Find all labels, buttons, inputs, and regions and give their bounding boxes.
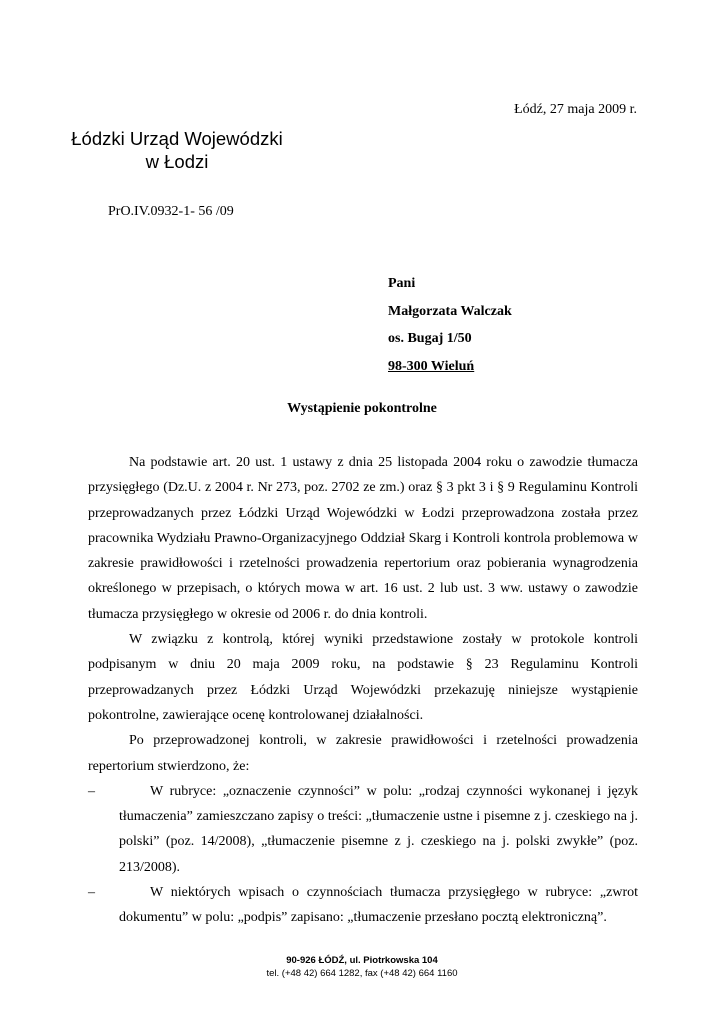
finding-item xyxy=(88,880,638,931)
finding-text: W niektórych wpisach o czynnościach tłumacza przysięgłego w rubryce: „zwrot dokumentu” w polu: „podpis” zapisano: „tłumaczenie przesłano pocztą elektroniczną”. xyxy=(119,885,638,926)
recipient-block xyxy=(388,270,512,380)
document-title: Wystąpienie pokontrolne xyxy=(287,401,437,416)
recipient-street: os. Bugaj 1/50 xyxy=(388,331,472,346)
letter-body xyxy=(88,450,638,931)
recipient-salutation: Pani xyxy=(388,276,416,291)
findings-list xyxy=(88,779,638,931)
footer-contact: tel. (+48 42) 664 1282, fax (+48 42) 664 1160 xyxy=(266,968,458,979)
office-name-line2: w Łodzi xyxy=(145,151,209,172)
office-name xyxy=(62,127,292,173)
letter-date: Łódź, 27 maja 2009 r. xyxy=(514,102,637,117)
paragraph: Po przeprowadzonej kontroli, w zakresie prawidłowości i rzetelności prowadzenia repertorium stwierdzono, że: xyxy=(88,733,638,774)
finding-item xyxy=(88,779,638,880)
finding-text: W rubryce: „oznaczenie czynności” w polu: „rodzaj czynności wykonanej i język tłumaczenia” zamieszczano zapisy o treści: „tłumaczenie ustne i pisemne z j. czeskiego na j. polski” (poz. 14/2008), „tłumaczenie pisemne z j. czeskiego na j. polski zwykłe” (poz. 213/2008). xyxy=(119,783,638,875)
reference-number: PrO.IV.0932-1- 56 /09 xyxy=(108,204,234,219)
paragraph: W związku z kontrolą, której wyniki przedstawione zostały w protokole kontroli podpisanym w dniu 20 maja 2009 roku, na podstawie § 23 Regulaminu Kontroli przeprowadzanych przez Łódzki Urząd Wojewódzki przekazuję niniejsze wystąpienie pokontrolne, zawierające ocenę kontrolowanej działalności. xyxy=(88,632,638,723)
footer-address: 90-926 ŁÓDŹ, ul. Piotrkowska 104 xyxy=(286,955,438,966)
paragraph: Na podstawie art. 20 ust. 1 ustawy z dnia 25 listopada 2004 roku o zawodzie tłumacza przysięgłego (Dz.U. z 2004 r. Nr 273, poz. 2702 ze zm.) oraz § 3 pkt 3 i § 9 Regulaminu Kontroli przeprowadzanych przez Łódzki Urząd Wojewódzki w Łodzi przeprowadzona została przez pracownika Wydziału Prawno-Organizacyjnego Oddział Skarg i Kontroli kontrola problemowa w zakresie prawidłowości i rzetelności prowadzenia repertorium oraz pobierania wynagrodzenia określonego w przepisach, o których mowa w art. 16 ust. 2 lub ust. 3 ww. ustawy o zawodzie tłumacza przysięgłego w okresie od 2006 r. do dnia kontroli. xyxy=(88,455,638,622)
office-name-line1: Łódzki Urząd Wojewódzki xyxy=(71,128,283,149)
recipient-city: 98-300 Wieluń xyxy=(388,358,475,374)
list-dash: – xyxy=(88,885,95,901)
page-footer xyxy=(0,954,724,980)
list-dash: – xyxy=(88,783,95,799)
recipient-name: Małgorzata Walczak xyxy=(388,303,512,319)
